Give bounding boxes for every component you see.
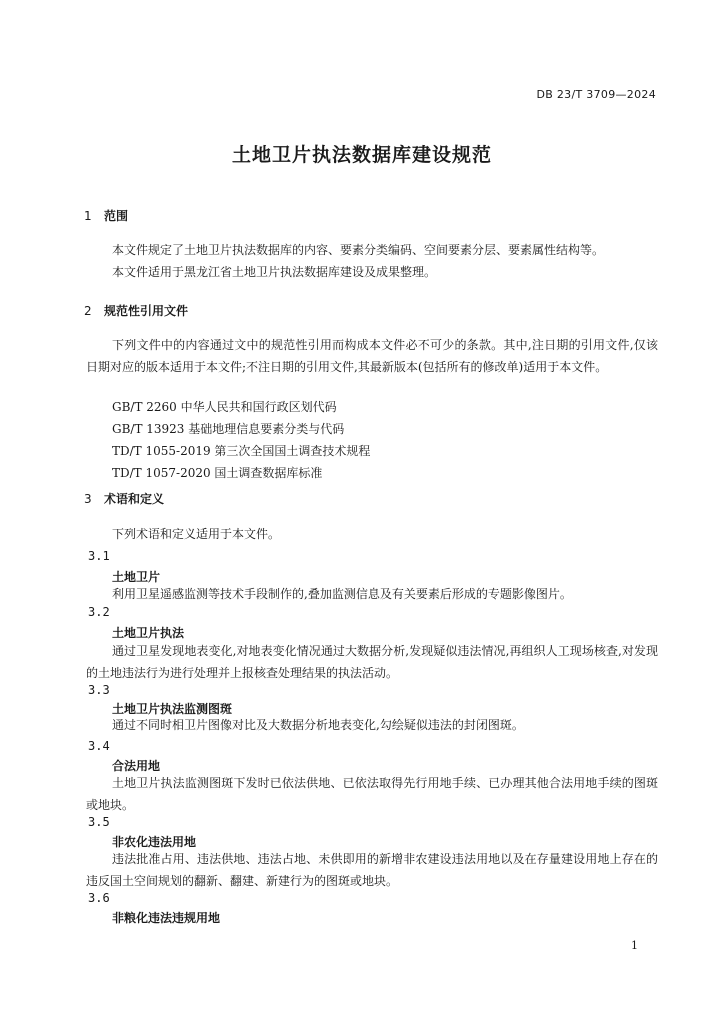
term-name: 土地卫片 xyxy=(112,570,161,584)
document-title: 土地卫片执法数据库建设规范 xyxy=(231,144,492,166)
paragraph: 下列文件中的内容通过文中的规范性引用而构成本文件必不可少的条款。其中,注日期的引用文件,仅该日期对应的版本适用于本文件;不注日期的引用文件,其最新版本(包括所有的修改单)适用于本文件。 xyxy=(86,338,658,374)
term-name: 合法用地 xyxy=(112,759,161,773)
term-number: 3.2 xyxy=(88,605,110,619)
term-name: 非农化违法用地 xyxy=(112,835,197,849)
term-name: 土地卫片执法 xyxy=(112,626,185,640)
term-definition: 通过卫星发现地表变化,对地表变化情况通过大数据分析,发现疑似违法情况,再组织人工现场核查,对发现的土地违法行为进行处理并上报核查处理结果的执法活动。 xyxy=(86,644,658,680)
normative-reference: TD/T 1055-2019 第三次全国国土调查技术规程 xyxy=(112,444,371,458)
term-definition: 违法批准占用、违法供地、违法占地、未供即用的新增非农建设违法用地以及在存量建设用地上存在的违反国土空间规划的翻新、翻建、新建行为的图斑或地块。 xyxy=(86,852,658,888)
section-number: 2 xyxy=(84,304,92,318)
paragraph: 本文件规定了土地卫片执法数据库的内容、要素分类编码、空间要素分层、要素属性结构等。 xyxy=(112,243,605,257)
section-number: 1 xyxy=(84,209,92,223)
term-number: 3.1 xyxy=(88,549,110,563)
section-3-heading xyxy=(84,490,164,507)
paragraph: 本文件适用于黑龙江省土地卫片执法数据库建设及成果整理。 xyxy=(112,265,437,279)
term-number: 3.6 xyxy=(88,891,110,905)
term-name: 非粮化违法违规用地 xyxy=(112,911,221,925)
term-definition: 土地卫片执法监测图斑下发时已依法供地、已依法取得先行用地手续、已办理其他合法用地手续的图斑或地块。 xyxy=(86,776,658,812)
section-title: 规范性引用文件 xyxy=(104,304,189,318)
section-title: 术语和定义 xyxy=(104,492,165,506)
term-number: 3.3 xyxy=(88,683,110,697)
normative-reference: GB/T 13923 基础地理信息要素分类与代码 xyxy=(112,422,345,436)
section-1-heading xyxy=(84,207,128,224)
normative-reference: TD/T 1057-2020 国土调查数据库标准 xyxy=(112,466,323,480)
section-number: 3 xyxy=(84,492,92,506)
page-number: 1 xyxy=(631,939,638,952)
section-title: 范围 xyxy=(104,209,129,223)
paragraph: 下列术语和定义适用于本文件。 xyxy=(112,527,281,541)
standard-code: DB 23/T 3709—2024 xyxy=(536,88,656,101)
term-definition: 通过不同时相卫片图像对比及大数据分析地表变化,勾绘疑似违法的封闭图斑。 xyxy=(112,718,524,732)
normative-reference: GB/T 2260 中华人民共和国行政区划代码 xyxy=(112,400,337,414)
section-2-heading xyxy=(84,302,188,319)
term-number: 3.4 xyxy=(88,739,110,753)
term-name: 土地卫片执法监测图斑 xyxy=(112,702,233,716)
term-definition: 利用卫星遥感监测等技术手段制作的,叠加监测信息及有关要素后形成的专题影像图片。 xyxy=(112,587,572,601)
term-number: 3.5 xyxy=(88,815,110,829)
